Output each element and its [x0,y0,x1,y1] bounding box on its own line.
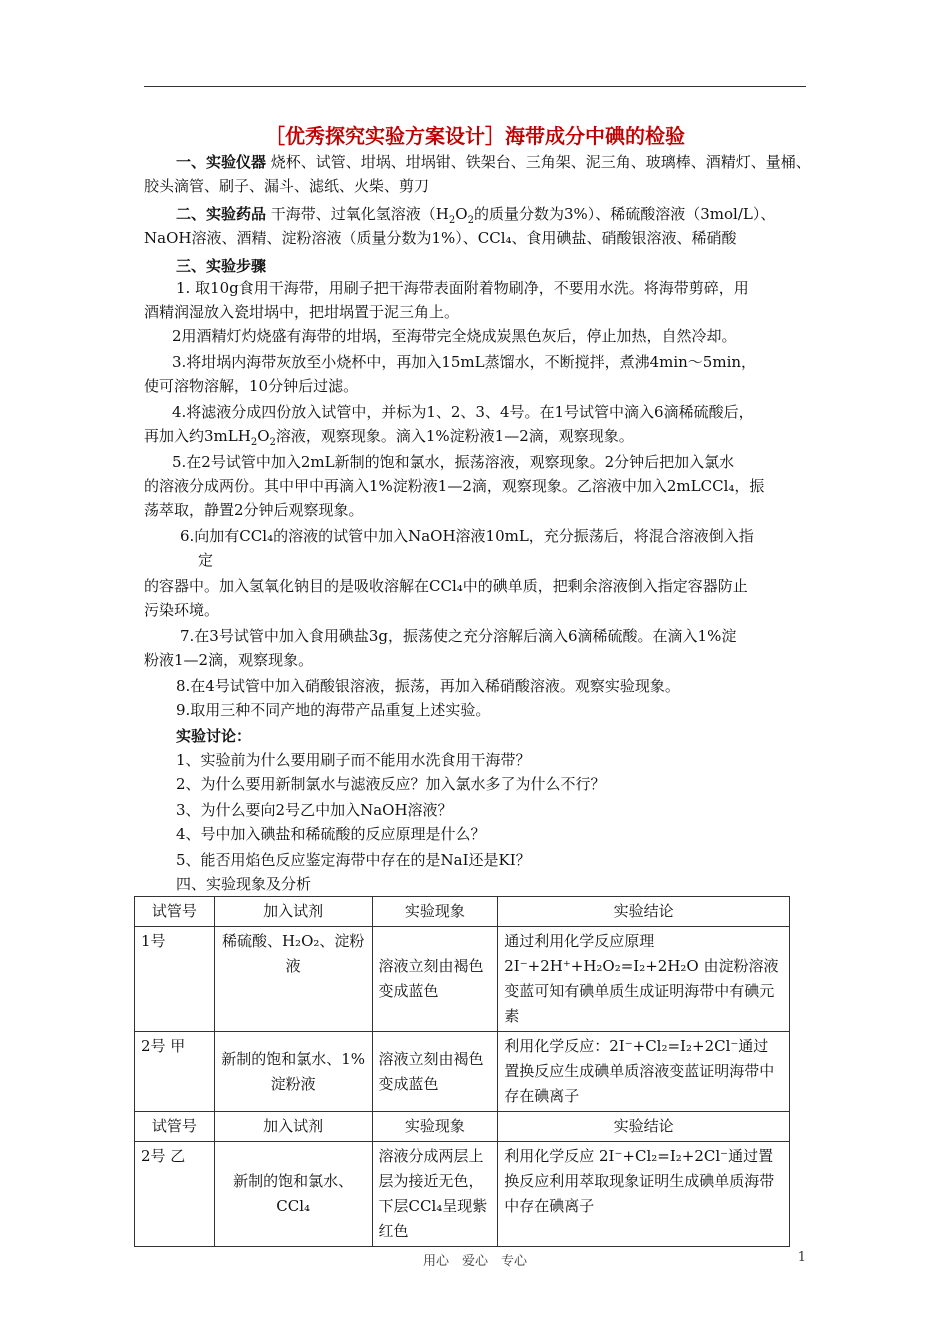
step-9: 9.取用三种不同产地的海带产品重复上述实验。 [176,701,491,719]
table-header-cell: 实验结论 [498,1112,790,1142]
table-row [135,1032,790,1112]
table-cell: 新制的饱和氯水、CCl₄ [214,1142,372,1247]
step-4-cont: 再加入约$3mLH_2O_2$溶液，观察现象。滴入1%淀粉液1—2滴，观察现象。 [144,427,634,448]
section-label: 一、实验仪器 [176,153,267,171]
table-header-cell: 试管号 [135,897,215,927]
table-header-cell: 试管号 [135,1112,215,1142]
table-cell: 利用化学反应 2I⁻+Cl₂=I₂+2Cl⁻通过置换反应利用萃取现象证明生成碘单质海带中存在碘离子 [498,1142,790,1247]
table-header-row [135,897,790,927]
table-cell: 稀硫酸、H₂O₂、淀粉液 [214,927,372,1032]
section-steps-label: 三、实验步骤 [176,257,267,275]
table-header-cell: 实验结论 [498,897,790,927]
section-reagents-cont: NaOH溶液、酒精、淀粉溶液（质量分数为1%）、CCl₄、食用碘盐、硝酸银溶液、稀硝酸 [144,229,737,247]
table-header-row [135,1112,790,1142]
discussion-label: 实验讨论： [176,727,252,745]
step-6-cont: 定 [198,551,214,569]
table-header-cell: 加入试剂 [214,897,372,927]
section-label: 二、实验药品 [176,205,267,223]
discussion-q3: 3、为什么要向2号乙中加入NaOH溶液？ [176,801,453,819]
step-7: 7.在3号试管中加入食用碘盐3g，振荡使之充分溶解后滴入6滴稀硫酸。在滴入1%淀 [180,627,737,645]
table-header-cell: 实验现象 [372,1112,498,1142]
section-reagents: 二、实验药品 干海带、过氧化氢溶液（$H_2O_2$的质量分数为3%）、稀硫酸溶液（3mol/L）、 [176,205,776,226]
results-table [134,896,790,1247]
page-number: 1 [797,1250,806,1265]
discussion-q1: 1、实验前为什么要用刷子而不能用水洗食用干海带？ [176,751,531,769]
table-cell: 溶液立刻由褐色变成蓝色 [372,927,498,1032]
table-header-cell: 加入试剂 [214,1112,372,1142]
step-5: 5.在2号试管中加入2mL新制的饱和氯水，振荡溶液，观察现象。2分钟后把加入氯水 [172,453,735,471]
section-text: 烧杯、试管、坩埚、坩埚钳、铁架台、三角架、泥三角、玻璃棒、酒精灯、量桶、 [266,153,811,171]
step-4: 4.将滤液分成四份放入试管中，并标为1、2、3、4号。在1号试管中滴入6滴稀硫酸后， [172,403,754,421]
table-row [135,1142,790,1247]
table-cell: 新制的饱和氯水、1%淀粉液 [214,1032,372,1112]
discussion-q4: 4、号中加入碘盐和稀硫酸的反应原理是什么？ [176,825,486,843]
step-5-cont: 的溶液分成两份。其中甲中再滴入1%淀粉液1—2滴，观察现象。乙溶液中加入2mLCCl₄，振 [144,477,765,495]
step-6-cont3: 污染环境。 [144,601,220,619]
step-2: 2用酒精灯灼烧盛有海带的坩埚，至海带完全烧成炭黑色灰后，停止加热，自然冷却。 [172,327,737,345]
step-6-cont2: 的容器中。加入氢氧化钠目的是吸收溶解在CCl₄中的碘单质，把剩余溶液倒入指定容器防止 [144,577,748,595]
discussion-q2: 2、为什么要用新制氯水与滤液反应？加入氯水多了为什么不行？ [176,775,606,793]
table-cell: 利用化学反应：2I⁻+Cl₂=I₂+2Cl⁻通过置换反应生成碘单质溶液变蓝证明海带中存在碘离子 [498,1032,790,1112]
table-cell: 溶液立刻由褐色变成蓝色 [372,1032,498,1112]
step-8: 8.在4号试管中加入硝酸银溶液，振荡，再加入稀硝酸溶液。观察实验现象。 [176,677,680,695]
step-1: 1. 取10g食用干海带，用刷子把干海带表面附着物刷净，不要用水洗。将海带剪碎，用 [176,279,749,297]
table-cell: 2号 甲 [135,1032,215,1112]
step-6: 6.向加有CCl₄的溶液的试管中加入NaOH溶液10mL，充分振荡后，将混合溶液倒入指 [180,527,754,545]
table-cell: 溶液分成两层上层为接近无色，下层CCl₄呈现紫红色 [372,1142,498,1247]
step-5-cont2: 荡萃取，静置2分钟后观察现象。 [144,501,364,519]
table-header-cell: 实验现象 [372,897,498,927]
table-cell: 2号 乙 [135,1142,215,1247]
page-title: ［优秀探究实验方案设计］海带成分中碘的检验 [265,124,685,148]
step-3-cont: 使可溶物溶解，10分钟后过滤。 [144,377,359,395]
table-cell: 1号 [135,927,215,1032]
section-results-label: 四、实验现象及分析 [176,875,312,893]
footer-motto: 用心 爱心 专心 [422,1254,527,1269]
step-1-cont: 酒精润湿放入瓷坩埚中，把坩埚置于泥三角上。 [144,303,460,321]
page-footer [144,1250,806,1269]
section-instruments-cont: 胶头滴管、刷子、漏斗、滤纸、火柴、剪刀 [144,177,430,195]
table-cell: 通过利用化学反应原理 2I⁻+2H⁺+H₂O₂=I₂+2H₂O 由淀粉溶液变蓝可知有碘单质生成证明海带中有碘元素 [498,927,790,1032]
discussion-q5: 5、能否用焰色反应鉴定海带中存在的是NaI还是KI？ [176,851,531,869]
step-3: 3.将坩埚内海带灰放至小烧杯中，再加入15mL蒸馏水，不断搅拌，煮沸4min～5min， [172,353,757,371]
step-7-cont: 粉液1—2滴，观察现象。 [144,651,314,669]
section-instruments [176,150,811,174]
header-rule [144,86,806,87]
table-row [135,927,790,1032]
